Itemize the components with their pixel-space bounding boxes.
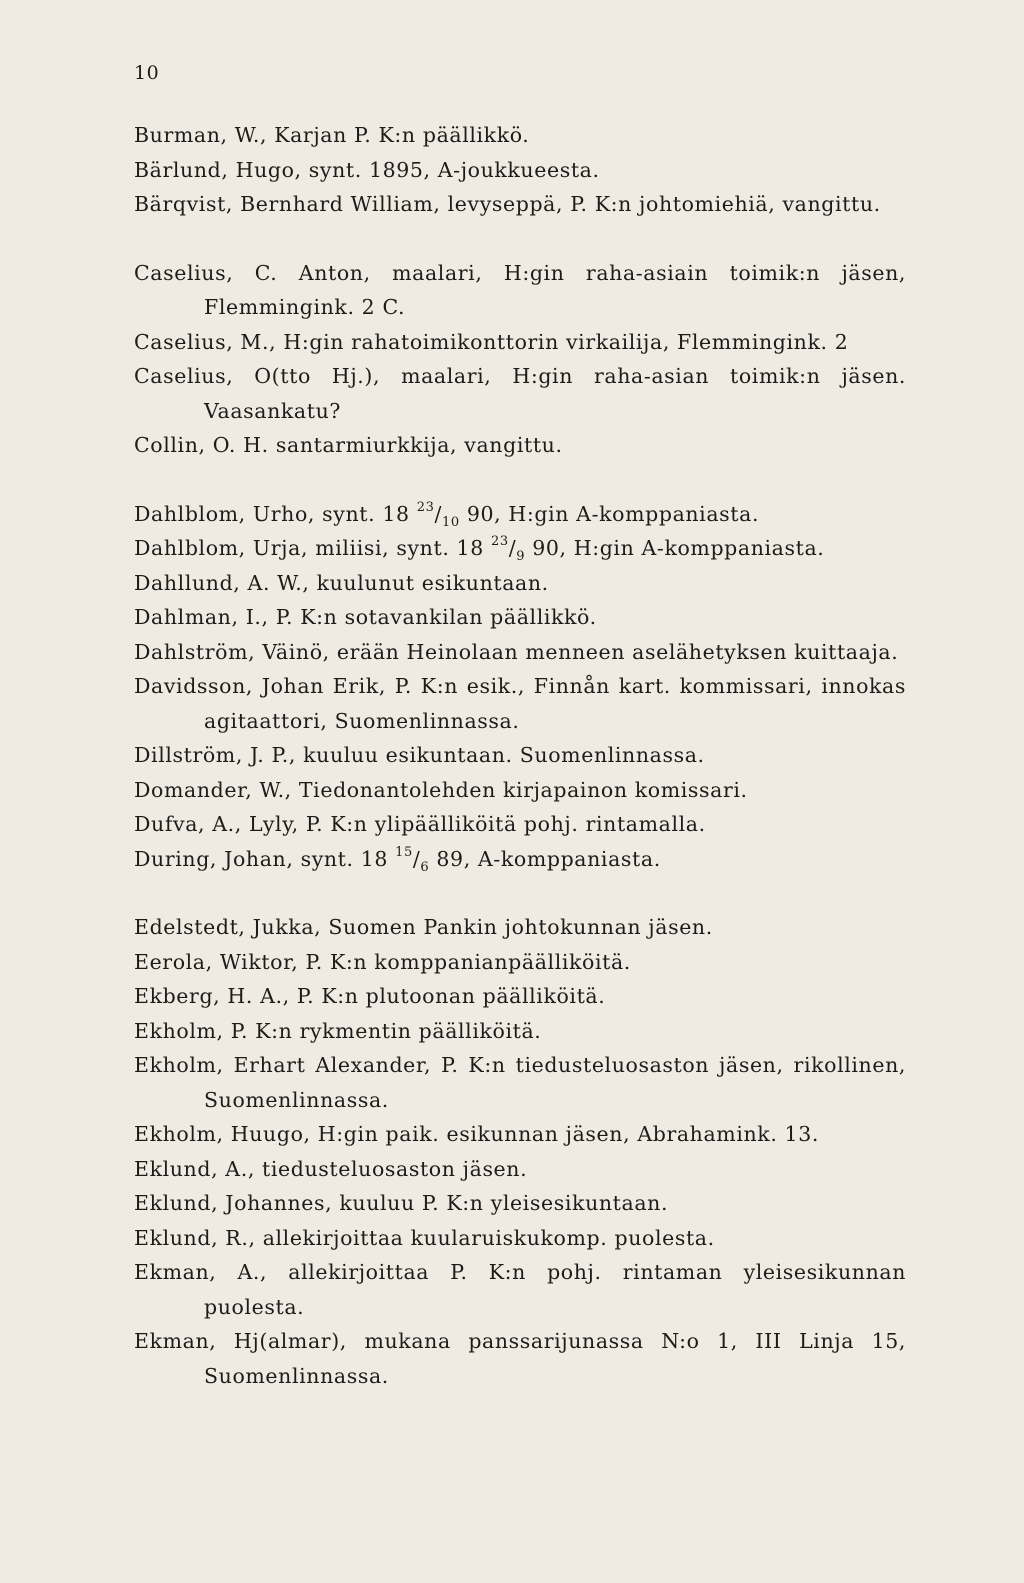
entry-after: 90, H:gin A-komppaniasta. — [459, 501, 760, 526]
register-entry: Caselius, C. Anton, maalari, H:gin raha-asiain toimik:n jäsen, Flemmingink. 2 C. — [134, 260, 906, 319]
entry-group — [134, 497, 906, 877]
register-entry: Dahlman, I., P. K:n sotavankilan päällikkö. — [134, 605, 597, 629]
entry-after: 89, A-komppaniasta. — [429, 846, 661, 871]
register-entry: Ekman, A., allekirjoittaa P. K:n pohj. rintaman yleisesikunnan puolesta. — [134, 1260, 906, 1319]
register-entry — [134, 842, 906, 877]
entry-sub: 9 — [516, 549, 526, 565]
entry-sub: 10 — [442, 514, 460, 530]
entry-group — [134, 910, 906, 1393]
page-number: 10 — [134, 62, 160, 84]
register-entry: Ekholm, Huugo, H:gin paik. esikunnan jäsen, Abrahamink. 13. — [134, 1122, 819, 1146]
register-entry: Eklund, R., allekirjoittaa kuularuiskukomp. puolesta. — [134, 1225, 715, 1250]
entry-after: 90, H:gin A-komppaniasta. — [525, 536, 825, 560]
entry-group — [134, 256, 906, 463]
entry-before: Dahlblom, Urho, synt. 18 — [134, 501, 417, 526]
register-entry: Dahlström, Väinö, erään Heinolaan menneen aselähetyksen kuittaaja. — [134, 639, 899, 664]
name-register — [134, 118, 906, 1427]
register-entry: Collin, O. H. santarmiurkkija, vangittu. — [134, 433, 563, 457]
entry-sub: 6 — [420, 859, 430, 875]
register-entry: Eklund, Johannes, kuuluu P. K:n yleisesikuntaan. — [134, 1191, 669, 1215]
register-entry: Bärlund, Hugo, synt. 1895, A-joukkueesta. — [134, 157, 600, 182]
entry-sup: 15 — [395, 844, 413, 860]
register-entry: Burman, W., Karjan P. K:n päällikkö. — [134, 123, 530, 147]
entry-sep: / — [412, 846, 421, 871]
register-entry: Ekholm, Erhart Alexander, P. K:n tiedusteluosaston jäsen, rikollinen, Suomenlinnassa. — [134, 1053, 906, 1112]
entry-before: Dahlblom, Urja, miliisi, synt. 18 — [134, 536, 491, 560]
entry-sep: / — [508, 536, 517, 560]
register-entry: Ekberg, H. A., P. K:n plutoonan päälliköitä. — [134, 984, 606, 1008]
register-entry: Ekholm, P. K:n rykmentin päälliköitä. — [134, 1018, 542, 1043]
register-entry: Dillström, J. P., kuuluu esikuntaan. Suomenlinnassa. — [134, 743, 705, 767]
entry-sup: 23 — [490, 534, 509, 550]
register-entry: Bärqvist, Bernhard William, levyseppä, P. K:n johtomiehiä, vangittu. — [134, 192, 881, 216]
register-entry: Ekman, Hj(almar), mukana panssarijunassa N:o 1, III Linja 15, Suomenlinnassa. — [134, 1329, 906, 1388]
register-entry: Edelstedt, Jukka, Suomen Pankin johtokunnan jäsen. — [134, 915, 713, 939]
entry-group — [134, 118, 906, 222]
register-entry: Dufva, A., Lyly, P. K:n ylipäälliköitä pohj. rintamalla. — [134, 812, 706, 836]
register-entry: Caselius, M., H:gin rahatoimikonttorin virkailija, Flemmingink. 2 — [134, 329, 849, 354]
register-entry: Dahllund, A. W., kuulunut esikuntaan. — [134, 570, 549, 595]
register-entry: Eerola, Wiktor, P. K:n komppanianpäälliköitä. — [134, 949, 631, 974]
register-entry — [134, 531, 906, 566]
register-entry: Davidsson, Johan Erik, P. K:n esik., Finnån kart. kommissari, innokas agitaattori, Suomenlinnassa. — [134, 674, 906, 733]
entry-sup: 23 — [416, 499, 435, 515]
register-entry: Domander, W., Tiedonantolehden kirjapainon komissari. — [134, 777, 748, 802]
entry-before: During, Johan, synt. 18 — [134, 846, 396, 871]
register-entry — [134, 497, 906, 532]
register-entry: Caselius, O(tto Hj.), maalari, H:gin raha-asian toimik:n jäsen. Vaasankatu? — [134, 364, 906, 423]
entry-sep: / — [434, 501, 443, 526]
register-entry: Eklund, A., tiedusteluosaston jäsen. — [134, 1156, 528, 1181]
